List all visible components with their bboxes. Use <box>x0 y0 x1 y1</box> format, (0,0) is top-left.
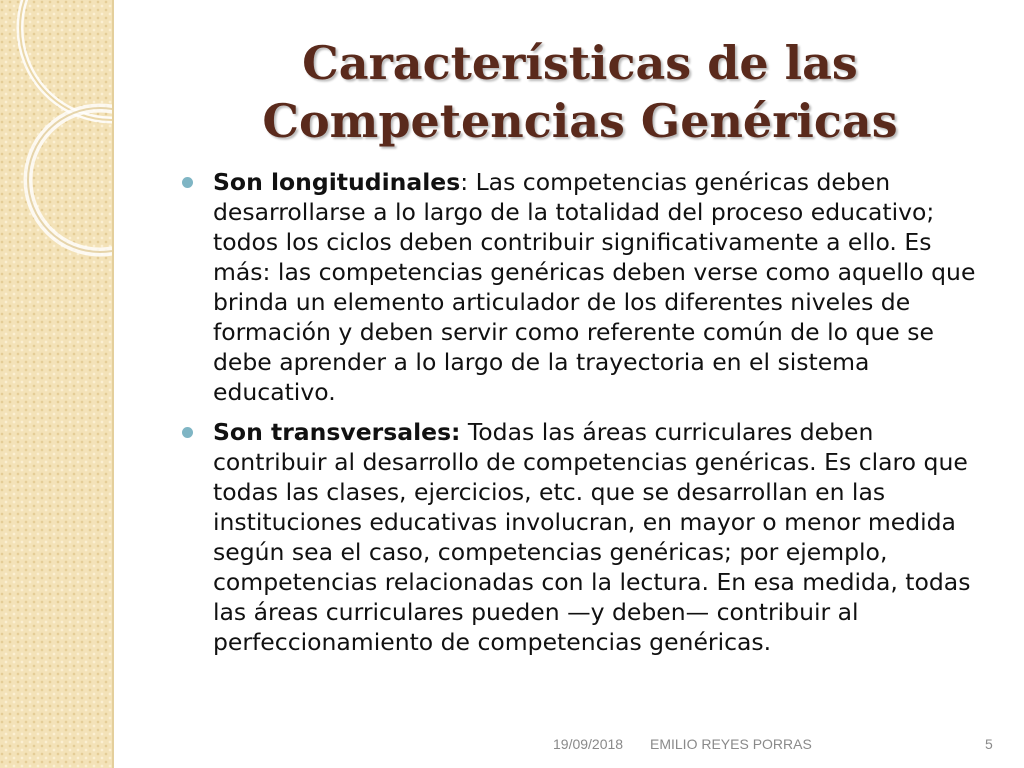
bullet-text: Todas las áreas curriculares deben contribuir al desarrollo de competencias genéricas. Es claro que todas las clases, ejercicios, etc. que se desarrollan en las instituciones educativas involucran, en mayor o menor medida según sea el caso, competencias genéricas; por ejemplo, competencias relacionadas con la lectura. En esa medida, todas las áreas curriculares pueden —y deben— contribuir al perfeccionamiento de competencias genéricas. <box>213 418 971 656</box>
title-line-2: Competencias Genéricas <box>262 94 898 148</box>
bullet-lead: Son transversales: <box>213 418 461 446</box>
bullet-item-longitudinales <box>150 167 990 407</box>
bullet-item-transversales <box>150 417 990 657</box>
decorative-side-panel <box>0 0 112 768</box>
footer-date: 19/09/2018 <box>553 736 624 752</box>
slide-title <box>150 34 1010 150</box>
bullet-dot-icon <box>182 427 193 438</box>
decorative-rings-icon <box>0 0 112 300</box>
bullet-lead: Son longitudinales <box>213 168 461 196</box>
bullet-text: : Las competencias genéricas deben desarrollarse a lo largo de la totalidad del proceso educativo; todos los ciclos deben contribuir significativamente a ello. Es más: las competencias genéricas deben verse como aquello que brinda un elemento articulador de los diferentes niveles de formación y deben servir como referente común de lo que se debe aprender a lo largo de la trayectoria en el sistema educativo. <box>213 168 976 406</box>
bullet-dot-icon <box>182 177 193 188</box>
side-panel-edge <box>112 0 114 768</box>
bullet-list <box>150 167 990 667</box>
page-number: 5 <box>985 736 993 752</box>
title-line-1: Características de las <box>302 36 858 90</box>
footer-author: EMILIO REYES PORRAS <box>650 736 812 752</box>
